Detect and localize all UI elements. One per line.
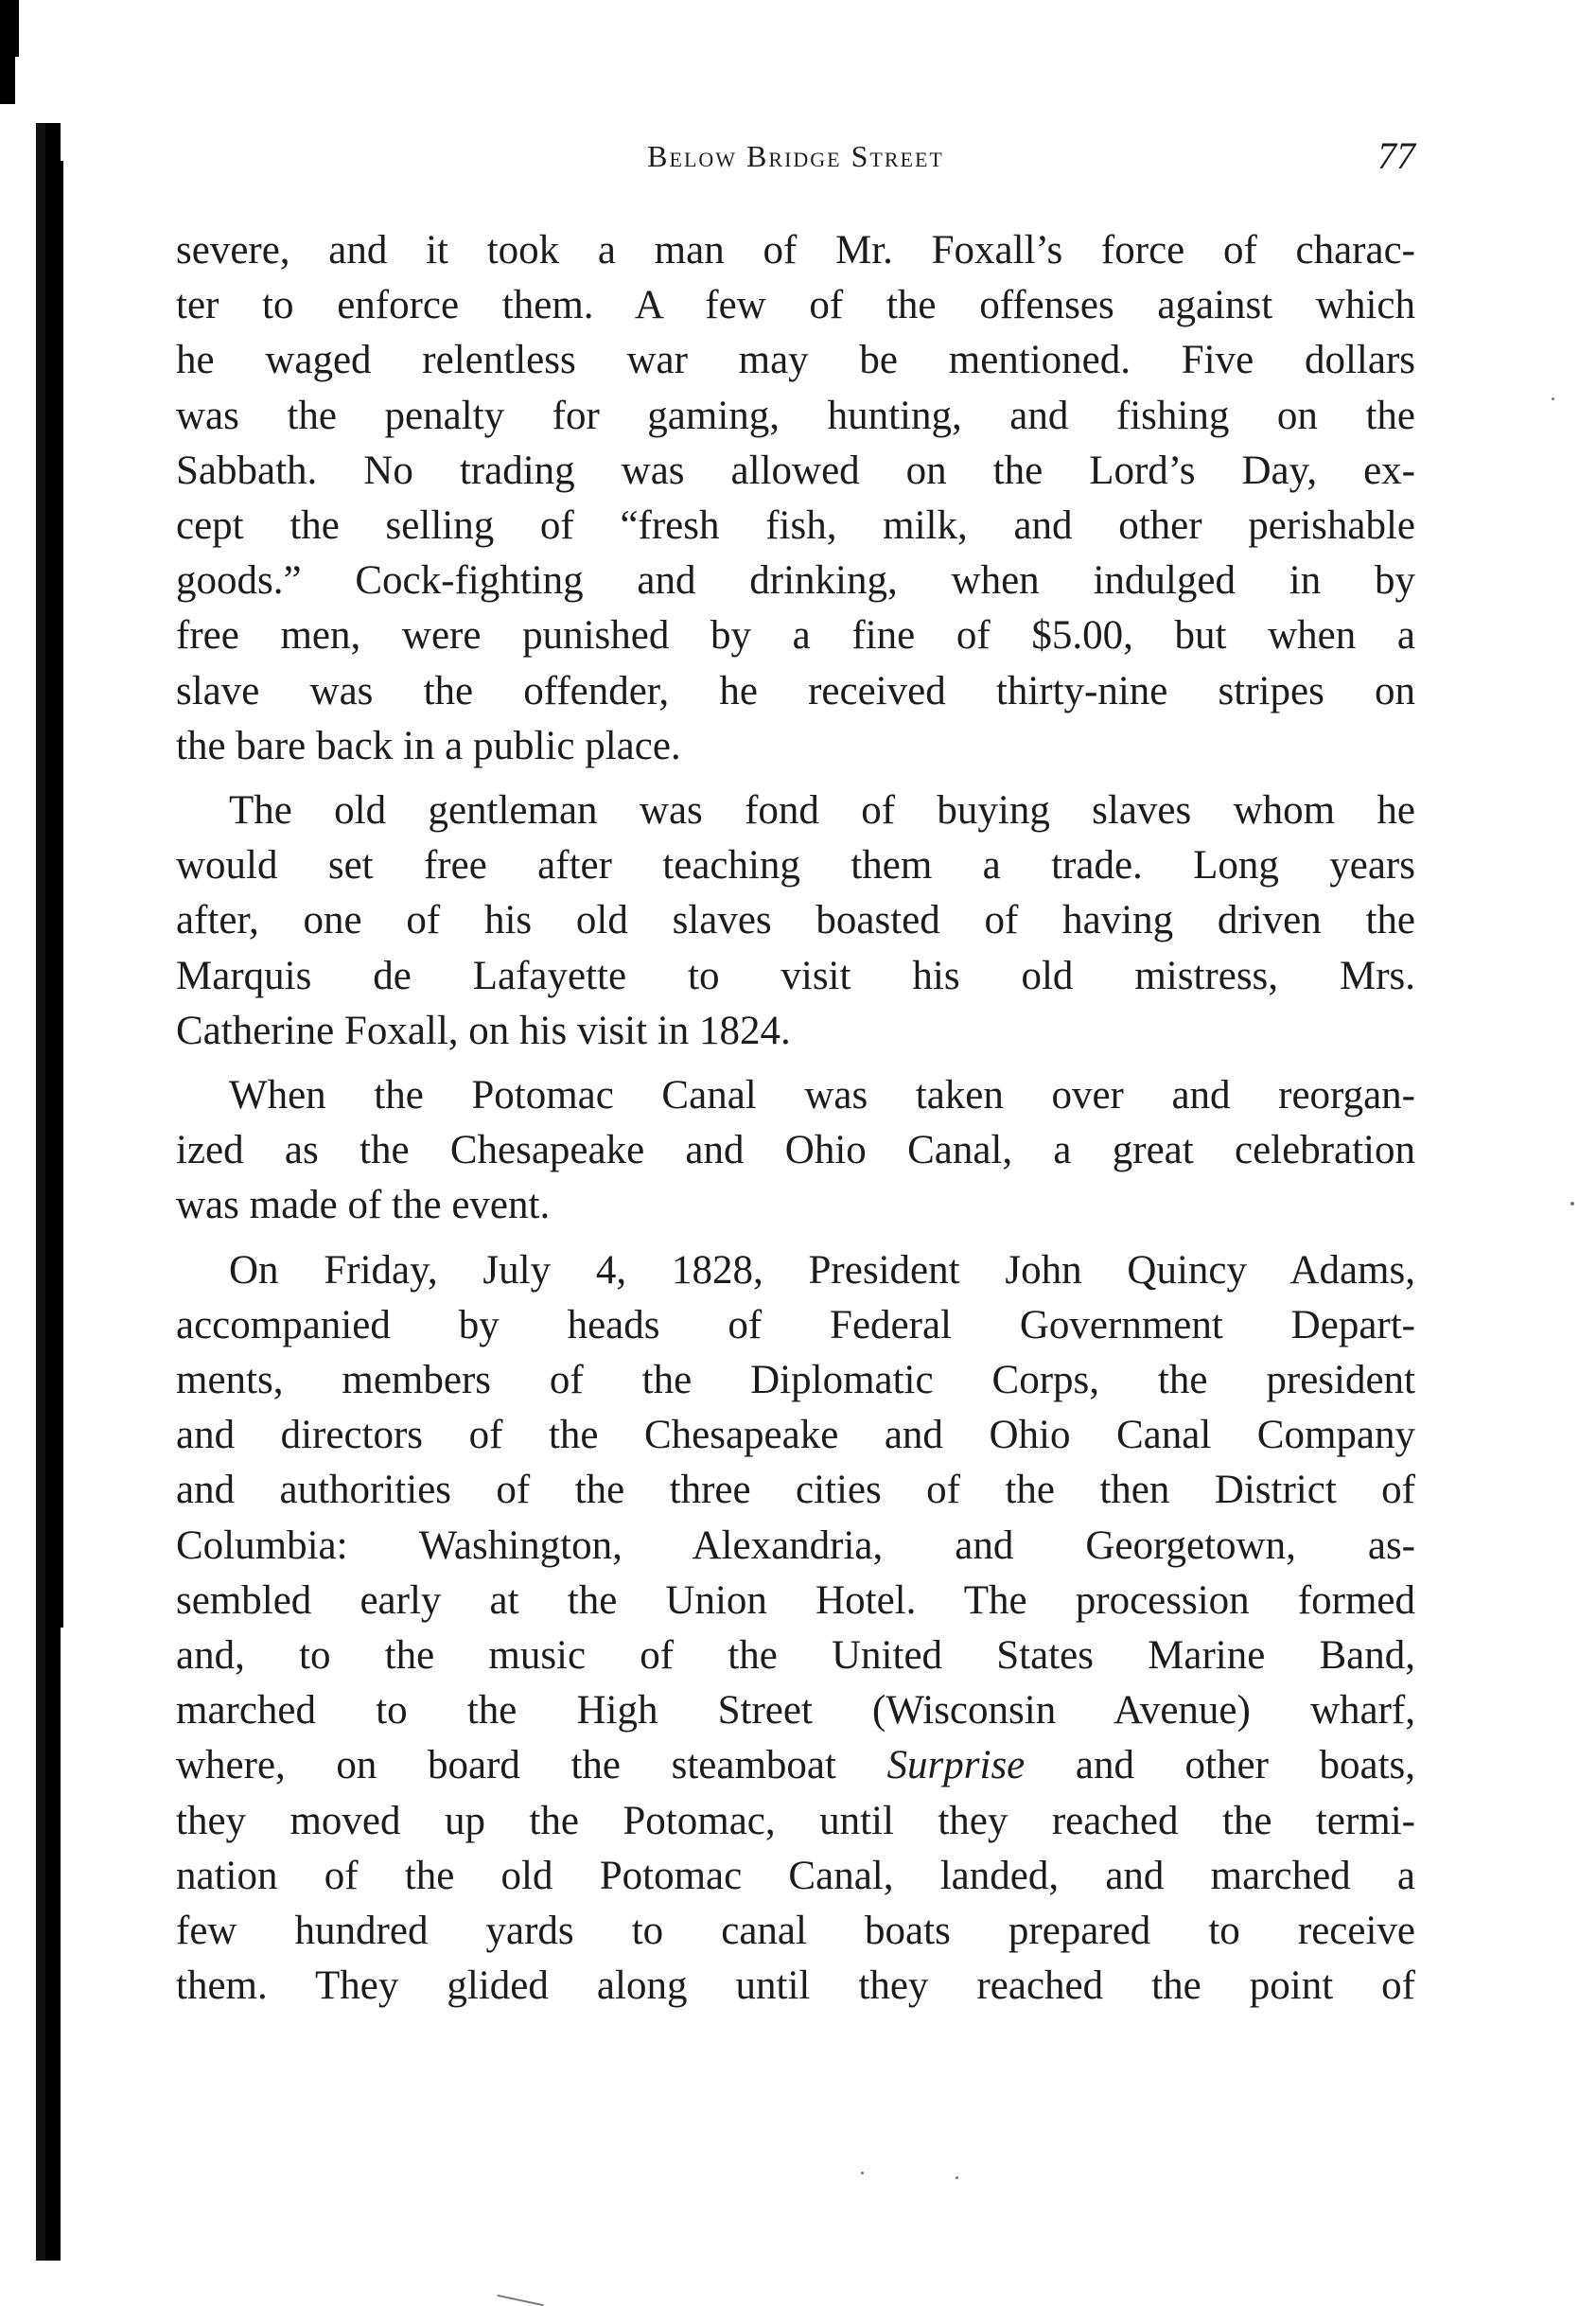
scan-binding-edge [45,123,61,2261]
text-line: and authorities of the three cities of the then District of [176,1468,1415,1513]
scan-speck [1552,397,1554,400]
text-line: marched to the High Street (Wisconsin Avenue) wharf, [176,1688,1415,1734]
scan-speck [861,2172,864,2174]
text-line: would set free after teaching them a trade. Long years [176,843,1415,889]
text-line: he waged relentless war may be mentioned. Five dollars [176,338,1415,383]
scan-binding-edge-top [0,0,15,104]
text-line: ized as the Chesapeake and Ohio Canal, a great celebration [176,1128,1415,1173]
text-line: and, to the music of the United States Marine Band, [176,1633,1415,1679]
text-line: was the penalty for gaming, hunting, and fishing on the [176,393,1415,438]
text-line: accompanied by heads of Federal Government Depart- [176,1302,1415,1347]
text-run: and other boats, [1025,1743,1415,1788]
text-line: Sabbath. No trading was allowed on the Lord’s Day, ex- [176,448,1415,493]
text-line: The old gentleman was fond of buying slaves whom he [229,788,1415,834]
text-line-with-italic [176,1738,1415,1793]
text-line: slave was the offender, he received thirty-nine stripes on [176,668,1415,713]
running-title: Below Bridge Street [647,139,944,173]
text-line: and directors of the Chesapeake and Ohio Canal Company [176,1413,1415,1458]
paragraph-1 [176,223,1415,774]
text-line: ments, members of the Diplomatic Corps, the president [176,1358,1415,1403]
paragraph-4 [176,1243,1415,2015]
text-line: they moved up the Potomac, until they reached the termi- [176,1798,1415,1843]
scan-mark [497,2295,543,2306]
text-line: after, one of his old slaves boasted of having driven the [176,898,1415,943]
text-line: Marquis de Lafayette to visit his old mistress, Mrs. [176,953,1415,998]
running-head [176,132,1415,180]
scan-speck [956,2176,958,2179]
text-line: On Friday, July 4, 1828, President John Quincy Adams, [229,1247,1415,1293]
text-line: cept the selling of “fresh fish, milk, and other perishable [176,503,1415,549]
paragraph-2 [176,783,1415,1059]
text-run: where, on board the steamboat [176,1743,887,1788]
text-line: ter to enforce them. A few of the offenses against which [176,283,1415,328]
text-line: nation of the old Potomac Canal, landed, and marched a [176,1853,1415,1898]
scan-speck [1570,1202,1574,1206]
ship-name-italic: Surprise [886,1743,1026,1788]
text-line: the bare back in a public place. [176,723,681,768]
text-line: Columbia: Washington, Alexandria, and Georgetown, as- [176,1523,1415,1568]
text-line: free men, were punished by a fine of $5.00, but when a [176,613,1415,659]
text-line: few hundred yards to canal boats prepared to receive [176,1909,1415,1954]
text-line: goods.” Cock-fighting and drinking, when indulged in by [176,558,1415,604]
text-line: severe, and it took a man of Mr. Foxall’s force of charac- [176,228,1415,273]
text-line: Catherine Foxall, on his visit in 1824. [176,1008,791,1053]
body-text [176,223,1415,2024]
text-line: sembled early at the Union Hotel. The procession formed [176,1577,1415,1623]
text-line: them. They glided along until they reached the point of [176,1963,1415,2009]
text-line: When the Potomac Canal was taken over and reorgan- [229,1073,1415,1118]
text-line: was made of the event. [176,1183,551,1228]
paragraph-3 [176,1068,1415,1234]
page-number: 77 [1377,134,1415,177]
